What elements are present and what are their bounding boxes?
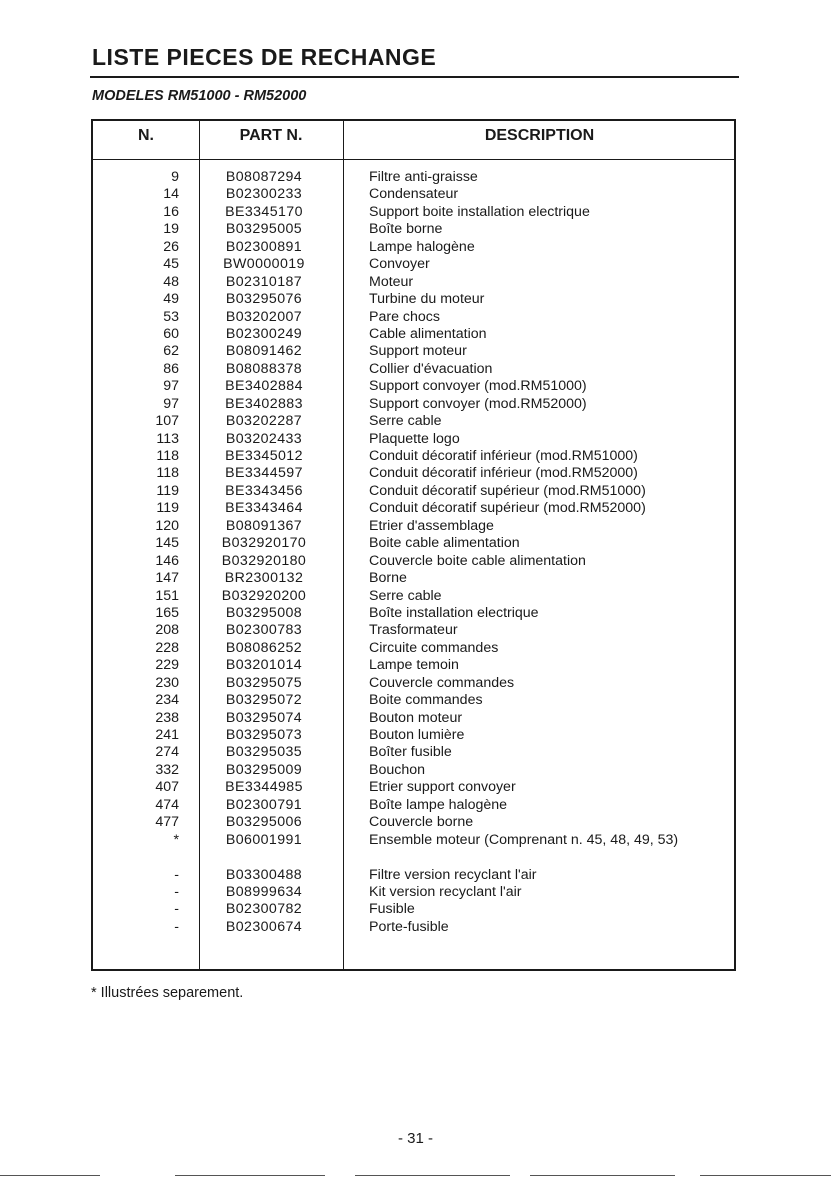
table-row: [93, 361, 734, 378]
item-number: 119: [156, 500, 179, 517]
part-number: B032920200: [221, 587, 307, 604]
part-description: Borne: [369, 570, 407, 587]
part-description: Plaquette logo: [369, 430, 460, 447]
item-number: 16: [163, 203, 179, 220]
part-description: Bouchon: [369, 761, 426, 778]
item-number: 407: [155, 779, 179, 796]
item-number: -: [174, 883, 179, 900]
part-number: B02300249: [225, 325, 303, 342]
part-description: Bouton lumière: [369, 727, 465, 743]
item-number: *: [173, 831, 179, 848]
part-number: BE3402884: [225, 378, 303, 395]
item-number: 230: [155, 674, 179, 691]
part-number: BE3344597: [225, 465, 303, 482]
item-number: 97: [163, 378, 179, 395]
table-row: [93, 378, 734, 395]
table-row: [93, 710, 734, 727]
item-number: 118: [156, 448, 179, 464]
table-row: [93, 744, 734, 761]
part-number: B03295009: [225, 761, 303, 778]
table-row: [93, 832, 734, 867]
part-description: Serre cable: [369, 413, 442, 430]
part-number: BE3344985: [225, 779, 303, 796]
bottom-rule: [355, 1175, 510, 1176]
item-number: 145: [155, 535, 179, 552]
part-description: Etrier d'assemblage: [369, 517, 494, 534]
part-description: Boîter fusible: [369, 744, 452, 761]
part-description: Porte-fusible: [369, 918, 449, 935]
part-number: B03295035: [225, 744, 303, 761]
table-row: [93, 500, 734, 517]
part-description: Bouton moteur: [369, 709, 463, 726]
bottom-rule: [175, 1175, 325, 1176]
part-description: Support moteur: [369, 343, 467, 360]
table-row: [93, 570, 734, 587]
part-description: Fusible: [369, 901, 415, 918]
table-row: [93, 204, 734, 221]
header-number: N.: [138, 127, 154, 144]
table-row: [93, 343, 734, 360]
table-row: [93, 779, 734, 796]
part-description: Ensemble moteur (Comprenant n. 45, 48, 49, 53): [369, 831, 679, 848]
part-description: Lampe temoin: [369, 657, 459, 674]
table-row: [93, 326, 734, 343]
bottom-rule: [700, 1175, 831, 1176]
item-number: 332: [155, 761, 179, 778]
item-number: 146: [155, 552, 179, 569]
item-number: 477: [155, 814, 179, 831]
table-row: [93, 901, 734, 918]
item-number: 208: [155, 622, 179, 639]
part-description: Couvercle borne: [369, 814, 474, 831]
item-number: 274: [155, 744, 179, 761]
part-description: Filtre version recyclant l'air: [369, 866, 537, 883]
page-number: - 31 -: [397, 1130, 433, 1147]
header-divider: [93, 159, 734, 160]
part-number: B08091367: [225, 517, 303, 534]
part-number: B08088378: [225, 360, 303, 377]
item-number: 118: [156, 465, 179, 482]
item-number: 45: [163, 256, 179, 273]
table-row: [93, 186, 734, 203]
part-number: B03201014: [225, 657, 303, 674]
table-row: [93, 762, 734, 779]
part-description: Condensateur: [369, 186, 459, 203]
part-description: Support convoyer (mod.RM51000): [369, 378, 587, 395]
part-description: Boite commandes: [369, 692, 483, 709]
item-number: 238: [155, 709, 179, 726]
part-number: B02300791: [225, 796, 303, 813]
part-description: Conduit décoratif supérieur (mod.RM51000): [369, 482, 646, 499]
page-title: LISTE PIECES DE RECHANGE: [92, 44, 437, 70]
item-number: 119: [156, 482, 179, 499]
parts-table: [91, 119, 736, 971]
item-number: 113: [156, 430, 179, 447]
part-number: B02300233: [225, 186, 303, 203]
part-number: BR2300132: [224, 570, 304, 587]
table-row: [93, 605, 734, 622]
part-number: B03202287: [225, 413, 303, 430]
table-row: [93, 396, 734, 413]
part-number: B02300674: [225, 918, 303, 935]
part-number: B06001991: [225, 831, 303, 848]
table-row: [93, 465, 734, 482]
item-number: 26: [163, 238, 179, 255]
item-number: -: [174, 901, 179, 918]
bottom-rule: [530, 1175, 675, 1176]
title-underline: [90, 76, 739, 78]
part-number: B03295076: [225, 291, 303, 308]
footnote: * Illustrées separement.: [91, 985, 244, 1001]
part-description: Moteur: [369, 273, 414, 290]
item-number: 229: [155, 657, 179, 674]
part-number: B03295006: [225, 814, 303, 831]
item-number: 474: [155, 796, 179, 813]
table-row: [93, 448, 734, 465]
table-row: [93, 221, 734, 238]
table-row: [93, 640, 734, 657]
item-number: 97: [163, 395, 179, 412]
part-description: Circuite commandes: [369, 639, 499, 656]
table-row: [93, 431, 734, 448]
part-number: B08087294: [225, 169, 303, 185]
part-number: BE3343456: [225, 482, 303, 499]
header-part-number: PART N.: [239, 127, 303, 144]
part-number: B02300782: [225, 901, 303, 918]
part-description: Kit version recyclant l'air: [369, 883, 522, 900]
part-number: BE3345012: [225, 448, 303, 464]
part-number: B03295075: [225, 674, 303, 691]
item-number: 234: [155, 692, 179, 709]
part-number: B08091462: [225, 343, 303, 360]
table-row: [93, 518, 734, 535]
bottom-rule: [0, 1175, 100, 1176]
part-number: B02310187: [225, 273, 303, 290]
table-row: [93, 814, 734, 831]
item-number: 120: [155, 517, 179, 534]
table-row: [93, 657, 734, 674]
table-row: [93, 483, 734, 500]
part-number: B032920170: [221, 535, 307, 552]
item-number: 14: [163, 186, 179, 203]
table-row: [93, 867, 734, 884]
part-description: Boîte lampe halogène: [369, 796, 508, 813]
part-number: B03295072: [225, 692, 303, 709]
item-number: 53: [163, 308, 179, 325]
item-number: 86: [163, 360, 179, 377]
part-description: Support convoyer (mod.RM52000): [369, 395, 587, 412]
part-description: Boite cable alimentation: [369, 535, 520, 552]
part-number: BE3345170: [225, 203, 303, 220]
part-number: B08999634: [225, 883, 303, 900]
part-description: Boîte borne: [369, 221, 443, 238]
part-number: B08086252: [225, 639, 303, 656]
item-number: 165: [155, 604, 179, 621]
part-number: B03300488: [225, 866, 303, 883]
item-number: 62: [163, 343, 179, 360]
part-description: Couvercle boite cable alimentation: [369, 552, 586, 569]
table-row: [93, 727, 734, 744]
part-number: B03295073: [225, 727, 303, 743]
table-row: [93, 884, 734, 901]
item-number: 151: [155, 587, 179, 604]
table-row: [93, 256, 734, 273]
part-number: B03202433: [225, 430, 303, 447]
table-row: [93, 169, 734, 186]
table-row: [93, 588, 734, 605]
part-number: B02300783: [225, 622, 303, 639]
part-description: Boîte installation electrique: [369, 604, 539, 621]
part-description: Serre cable: [369, 587, 442, 604]
header-description: DESCRIPTION: [484, 127, 595, 144]
item-number: 9: [171, 169, 179, 185]
part-number: B032920180: [221, 552, 307, 569]
table-row: [93, 553, 734, 570]
table-row: [93, 622, 734, 639]
table-row: [93, 239, 734, 256]
table-row: [93, 797, 734, 814]
item-number: 228: [155, 639, 179, 656]
part-description: Trasformateur: [369, 622, 458, 639]
part-number: BE3343464: [225, 500, 303, 517]
part-description: Conduit décoratif inférieur (mod.RM51000): [369, 448, 638, 464]
table-body: [93, 169, 734, 936]
table-row: [93, 309, 734, 326]
part-description: Lampe halogène: [369, 238, 475, 255]
table-row: [93, 413, 734, 430]
item-number: 107: [155, 413, 179, 430]
table-row: [93, 291, 734, 308]
part-description: Conduit décoratif supérieur (mod.RM52000): [369, 500, 646, 517]
part-description: Couvercle commandes: [369, 674, 515, 691]
part-description: Pare chocs: [369, 308, 440, 325]
part-description: Turbine du moteur: [369, 291, 485, 308]
table-row: [93, 274, 734, 291]
table-row: [93, 675, 734, 692]
item-number: 19: [163, 221, 179, 238]
table-row: [93, 535, 734, 552]
part-description: Support boite installation electrique: [369, 203, 590, 220]
part-number: B03295005: [225, 221, 303, 238]
part-number: BW0000019: [223, 256, 305, 273]
item-number: 147: [155, 570, 179, 587]
item-number: 49: [163, 291, 179, 308]
item-number: 48: [163, 273, 179, 290]
item-number: -: [174, 866, 179, 883]
part-number: BE3402883: [225, 395, 303, 412]
table-row: [93, 919, 734, 936]
part-description: Cable alimentation: [369, 325, 487, 342]
part-description: Etrier support convoyer: [369, 779, 516, 796]
part-number: B03295074: [225, 709, 303, 726]
table-row: [93, 692, 734, 709]
models-subtitle: MODELES RM51000 - RM52000: [92, 88, 307, 104]
part-number: B02300891: [225, 238, 303, 255]
item-number: 60: [163, 325, 179, 342]
part-description: Collier d'évacuation: [369, 360, 493, 377]
part-description: Filtre anti-graisse: [369, 169, 478, 185]
item-number: 241: [155, 727, 179, 743]
part-number: B03295008: [225, 604, 303, 621]
item-number: -: [174, 918, 179, 935]
part-number: B03202007: [225, 308, 303, 325]
part-description: Conduit décoratif inférieur (mod.RM52000): [369, 465, 638, 482]
part-description: Convoyer: [369, 256, 430, 273]
